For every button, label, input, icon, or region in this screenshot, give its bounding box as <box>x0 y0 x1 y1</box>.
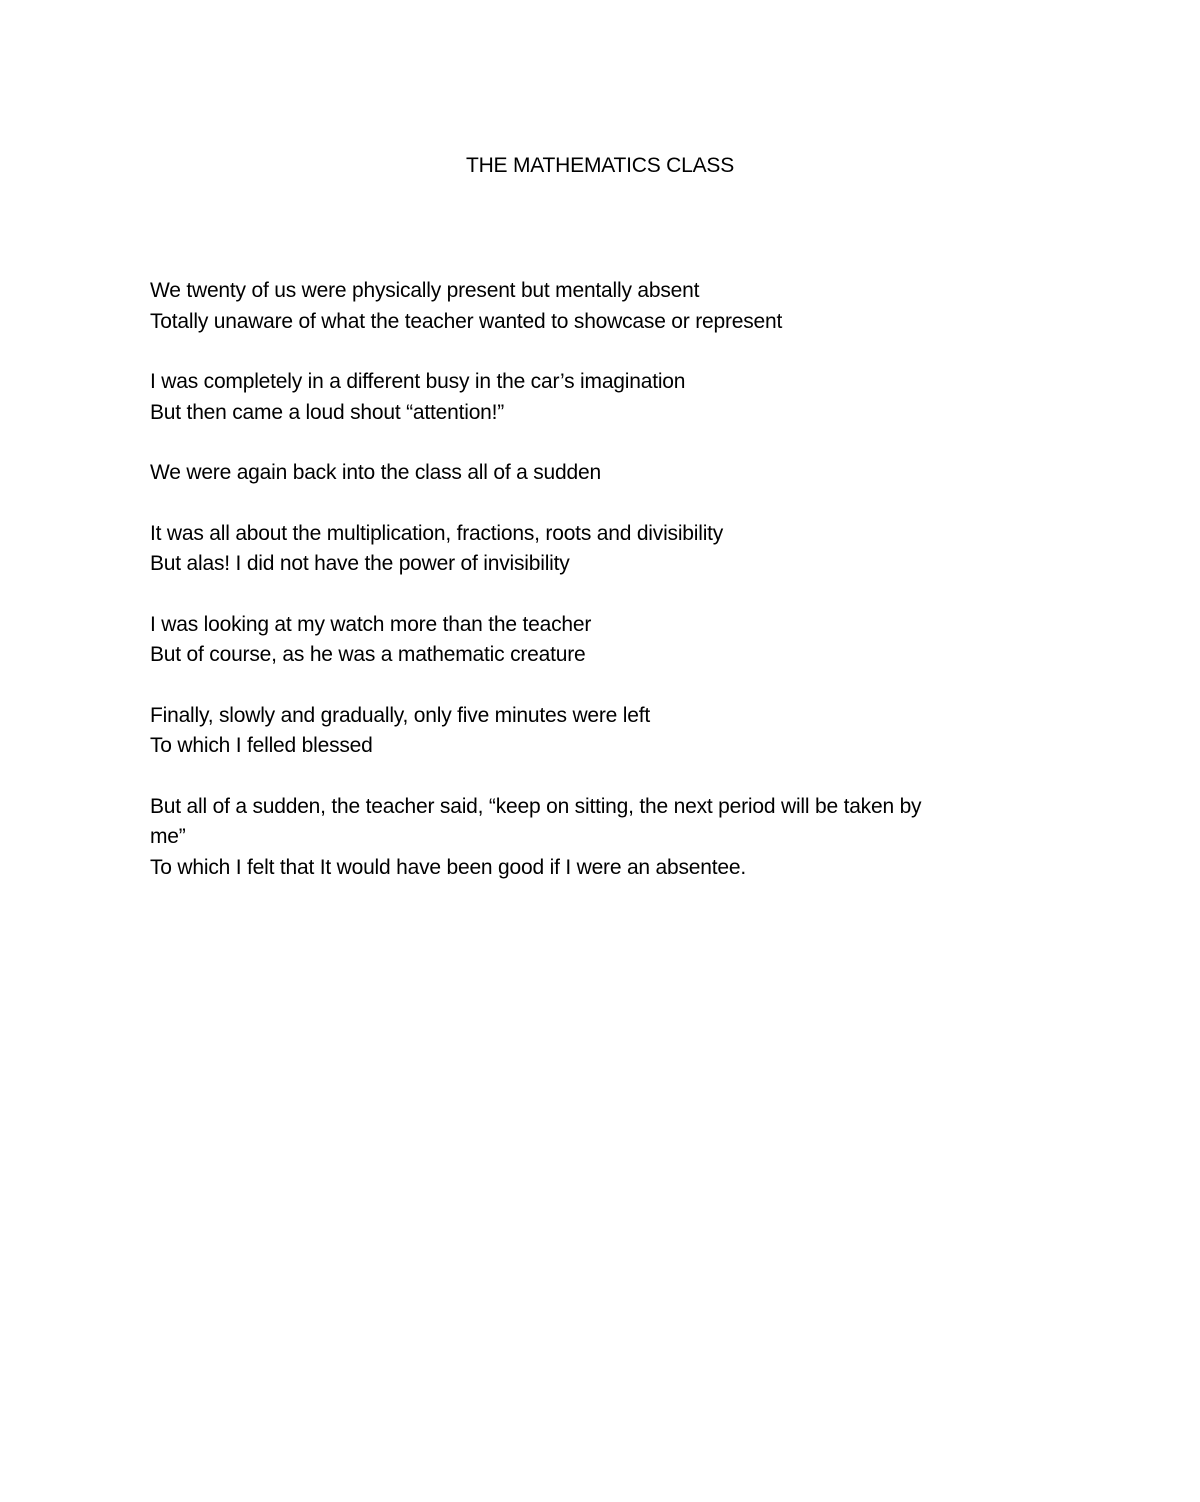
poem-line: Finally, slowly and gradually, only five minutes were left <box>150 703 651 727</box>
poem-title: THE MATHEMATICS CLASS <box>465 154 735 177</box>
poem-line: me” <box>150 825 186 848</box>
poem-line: It was all about the multiplication, fractions, roots and divisibility <box>150 521 724 545</box>
stanza-2 <box>150 367 1030 428</box>
poem-line: But of course, as he was a mathematic creature <box>150 643 586 666</box>
stanza-4 <box>150 519 1030 580</box>
stanza-1 <box>150 276 1030 337</box>
stanza-5 <box>150 610 1030 671</box>
poem-line: We twenty of us were physically present but mentally absent <box>150 279 700 302</box>
poem-line: But all of a sudden, the teacher said, “keep on sitting, the next period will be taken by <box>150 794 922 818</box>
poem-line: But then came a loud shout “attention!” <box>150 400 505 424</box>
poem-line: Totally unaware of what the teacher wanted to showcase or represent <box>150 309 783 333</box>
poem-line: We were again back into the class all of a sudden <box>150 461 601 484</box>
stanza-7 <box>150 792 1030 884</box>
stanza-3 <box>150 458 1030 489</box>
poem-line: To which I felled blessed <box>150 734 373 757</box>
poem-line: But alas! I did not have the power of invisibility <box>150 552 570 575</box>
stanza-6 <box>150 701 1030 762</box>
poem-line: I was looking at my watch more than the teacher <box>150 612 592 636</box>
poem-body <box>150 276 1030 913</box>
poem-line: I was completely in a different busy in the car’s imagination <box>150 370 686 393</box>
poem-line: To which I felt that It would have been good if I were an absentee. <box>150 855 746 879</box>
